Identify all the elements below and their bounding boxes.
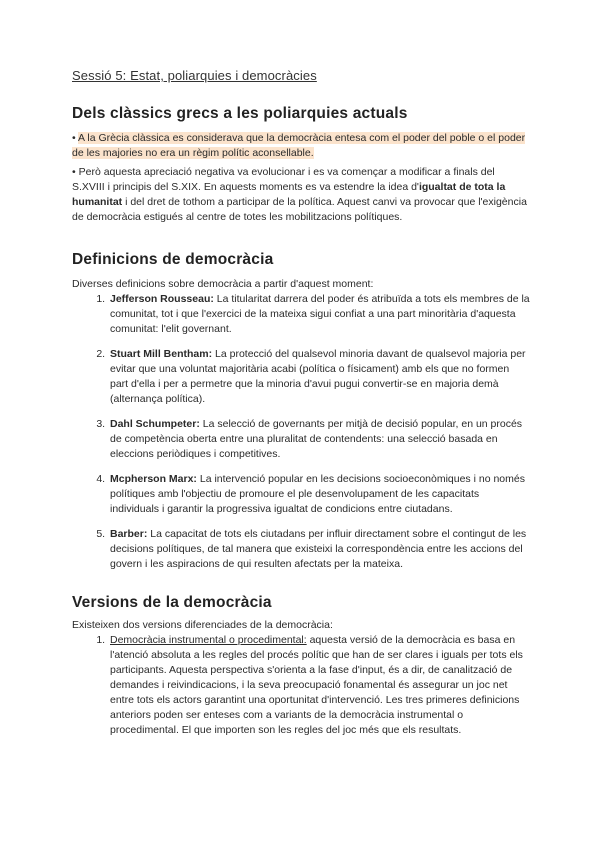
author-name: Jefferson Rousseau: (110, 293, 214, 305)
definitions-intro: Diverses definicions sobre democràcia a partir d'aquest moment: (72, 278, 374, 290)
list-item (108, 633, 530, 738)
bullet-paragraph (72, 131, 530, 161)
section-heading-definitions: Definicions de democràcia (72, 251, 274, 268)
version-text: aquesta versió de la democràcia es basa en l'atenció absoluta a les regles del procés polític que han de ser clares i iguals per tots els participants. Aquesta perspectiva s'orienta a la fase d'input, és a dir, de canalització de demandes i reivindicacions, i la seva preocupació fonamental és assegurar un joc net entre tots els actors garantint una oportunitat d'intervenció. Les tres primeres definicions anteriors poden ser enteses com a variants de la democràcia instrumental o procedimental. El que importen son les regles del joc més que els resultats. (110, 634, 523, 736)
session-title: Sessió 5: Estat, poliarquies i democràcies (72, 68, 317, 83)
bullet-icon: • (72, 166, 76, 178)
bullet-icon: • (72, 132, 76, 144)
author-name: Stuart Mill Bentham: (110, 348, 213, 360)
author-name: Barber: (110, 528, 148, 540)
section-heading-versions: Versions de la democràcia (72, 594, 272, 611)
list-item (108, 472, 530, 517)
versions-list (72, 633, 530, 738)
section-heading-classics: Dels clàssics grecs a les poliarquies actuals (72, 105, 408, 122)
definition-text: La intervenció popular en les decisions socioeconòmiques i no només polítiques amb l'objectiu de promoure el ple desenvolupament de les capacitats individuals i garantir la progressiva igualtat de condicions entre ciutadans. (110, 473, 525, 515)
bullet-paragraph (72, 165, 530, 225)
definition-text: La selecció de governants per mitjà de decisió popular, en un procés de competència oberta entre una pluralitat de contendents: una selecció basada en eleccions periòdiques i competitives. (110, 418, 523, 460)
definition-text: La capacitat de tots els ciutadans per influir directament sobre el contingut de les decisions polítiques, de tal manera que existeixi la correspondència entre les accions del govern i les aspiracions de qui resulten afectats per la mateixa. (110, 528, 527, 570)
definition-text: La titularitat darrera del poder és atribuïda a tots els membres de la comunitat, tot i que l'exercici de la mateixa sigui confiat a una part minoritària d'aquesta comunitat: l'elit governant. (110, 293, 530, 335)
paragraph-text: i del dret de tothom a participar de la política. Aquest canvi va provocar que l'exigència de democràcia estigués al centre de totes les mobilitzacions polítiques. (72, 196, 527, 223)
definition-text: La protecció del qualsevol minoria davant de qualsevol majoria per evitar que una voluntat majoritària acabi (política o físicament) amb els que no formen part d'ella i per a permetre que la minoria d'avui pugui convertir-se en majoria demà (alternança política). (110, 348, 526, 405)
paragraph-text: Però aquesta apreciació negativa va evolucionar i es va començar a modificar a finals del S.XVIII i principis del S.XIX. En aquests moments es va estendre la idea d' (72, 166, 495, 193)
definitions-list (72, 292, 530, 572)
list-item (108, 527, 530, 572)
author-name: Mcpherson Marx: (110, 473, 197, 485)
list-item (108, 292, 530, 337)
list-item (108, 417, 530, 462)
author-name: Dahl Schumpeter: (110, 418, 200, 430)
list-item (108, 347, 530, 407)
version-term: Democràcia instrumental o procedimental: (110, 634, 307, 646)
bold-text: igualtat de tota la humanitat (72, 181, 506, 208)
highlighted-text: A la Grècia clàssica es considerava que la democràcia entesa com el poder del poble o el poder de les majories no era un règim polític aconsellable. (72, 132, 526, 159)
versions-intro: Existeixen dos versions diferenciades de la democràcia: (72, 619, 333, 631)
